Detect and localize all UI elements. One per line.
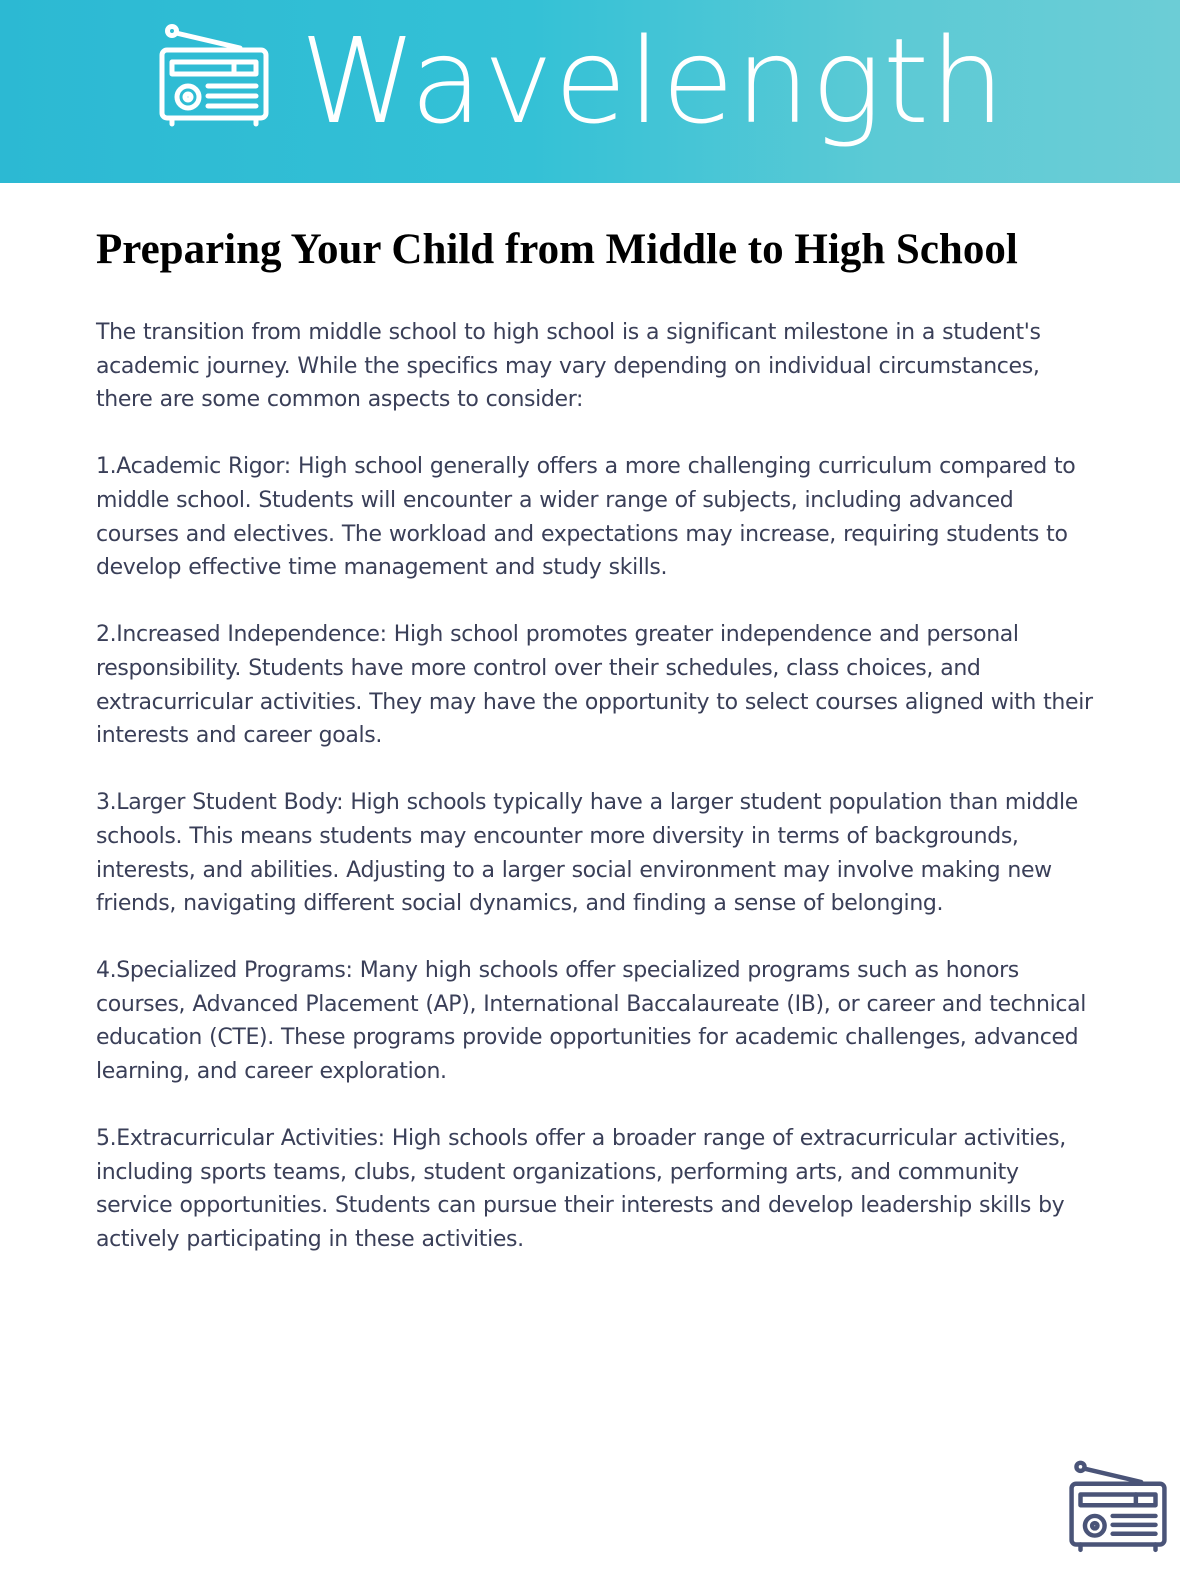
radio-icon bbox=[1068, 1460, 1168, 1554]
header-banner bbox=[0, 0, 1180, 183]
intro-paragraph: The transition from middle school to high school is a significant milestone in a student's academic journey. While the specifics may vary depending on individual circumstances, there are some common aspects to consider: bbox=[96, 320, 1041, 413]
point-extracurricular-activities: 5.Extracurricular Activities: High schools offer a broader range of extracurricular activities, including sports teams, clubs, student organizations, performing arts, and community service opportunities. Students can pursue their interests and develop leadership skills by actively participating in these activities. bbox=[96, 1126, 1066, 1253]
radio-icon bbox=[158, 24, 270, 128]
point-increased-independence: 2.Increased Independence: High school promotes greater independence and personal responsibility. Students have more control over their schedules, class choices, and extracurricular activities. They may have the opportunity to select courses aligned with their interests and career goals. bbox=[96, 622, 1093, 749]
point-larger-student-body: 3.Larger Student Body: High schools typically have a larger student population than middle schools. This means students may encounter more diversity in terms of backgrounds, interests, and abilities. Adjusting to a larger social environment may involve making new friends, navigating different social dynamics, and finding a sense of belonging. bbox=[96, 790, 1078, 917]
brand-logo-text: Wavelength bbox=[300, 12, 1006, 150]
point-academic-rigor: 1.Academic Rigor: High school generally offers a more challenging curriculum compared to middle school. Students will encounter a wider range of subjects, including advanced courses and electives. The workload and expectations may increase, requiring students to develop effective time management and study skills. bbox=[96, 454, 1076, 581]
article-body bbox=[96, 316, 1096, 1290]
page-title: Preparing Your Child from Middle to High School bbox=[96, 226, 1018, 273]
point-specialized-programs: 4.Specialized Programs: Many high schools offer specialized programs such as honors courses, Advanced Placement (AP), International Baccalaureate (IB), or career and technical education (CTE). These programs provide opportunities for academic challenges, advanced learning, and career exploration. bbox=[96, 958, 1087, 1085]
